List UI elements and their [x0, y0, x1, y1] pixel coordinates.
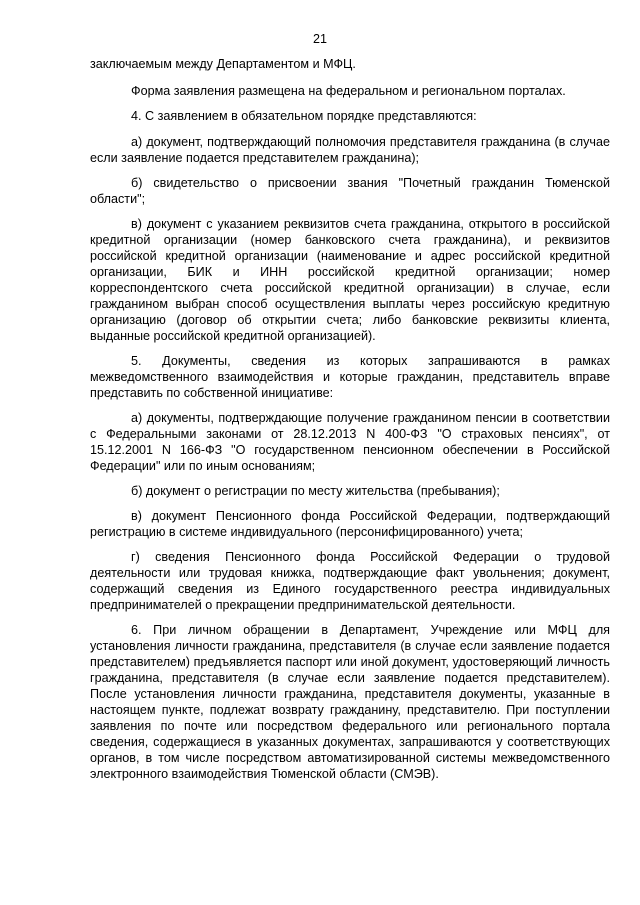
- page-number: 21: [312, 32, 327, 46]
- paragraph-5g: г) сведения Пенсионного фонда Российской Федерации о трудовой деятельности или трудовая книжка, подтверждающие факт увольнения; документ, содержащий сведения из Единого государственного реестра индивидуальных предпринимателей о прекращении предпринимательской деятельности.: [90, 550, 610, 612]
- document-body: [90, 56, 610, 782]
- paragraph-4b: б) свидетельство о присвоении звания "Почетный гражданин Тюменской области";: [90, 176, 610, 206]
- paragraph-form-placement: Форма заявления размещена на федеральном и региональном порталах.: [131, 84, 566, 98]
- paragraph-section-4-heading: 4. С заявлением в обязательном порядке представляются:: [131, 109, 477, 123]
- paragraph-5v: в) документ Пенсионного фонда Российской Федерации, подтверждающий регистрацию в системе индивидуального (персонифицированного) учета;: [90, 509, 610, 539]
- paragraph-4a: а) документ, подтверждающий полномочия представителя гражданина (в случае если заявление подается представителем гражданина);: [90, 135, 610, 165]
- paragraph-5a: а) документы, подтверждающие получение гражданином пенсии в соответствии с Федеральными законами от 28.12.2013 N 400-ФЗ "О страховых пенсиях", от 15.12.2001 N 166-ФЗ "О государственном пенсионном обеспечении в Российской Федерации" или по иным основаниям;: [90, 411, 610, 473]
- paragraph-section-6: 6. При личном обращении в Департамент, Учреждение или МФЦ для установления личности гражданина, представителя (в случае если заявление подается представителем) предъявляется паспорт или иной документ, удостоверяющий личность гражданина, представителя (в случае если заявление подается представителем). После установления личности гражданина, представителя документы, указанные в настоящем пункте, подлежат возврату гражданину, представителю. При поступлении заявления по почте или посредством федерального или регионального портала сведения, содержащиеся в указанных документах, запрашиваются у соответствующих органов, в том числе посредством автоматизированной системы межведомственного электронного взаимодействия Тюменской области (СМЭВ).: [90, 623, 610, 781]
- paragraph-5b: б) документ о регистрации по месту жительства (пребывания);: [131, 484, 500, 498]
- paragraph-continuation: заключаемым между Департаментом и МФЦ.: [90, 57, 356, 71]
- paragraph-section-5-heading: 5. Документы, сведения из которых запрашиваются в рамках межведомственного взаимодействия и которые гражданин, представитель вправе представить по собственной инициативе:: [90, 354, 610, 400]
- paragraph-4v: в) документ с указанием реквизитов счета гражданина, открытого в российской кредитной организации (номер банковского счета гражданина), и реквизитов российской кредитной организации (наименование и адрес российской кредитной организации, БИК и ИНН российской кредитной организации; номер корреспондентского счета российской кредитной организации) в случае, если гражданином выбран способ осуществления выплаты через российскую кредитную организацию (договор об открытии счета; либо банковские реквизиты клиента, выданные российской кредитной организацией).: [90, 217, 610, 343]
